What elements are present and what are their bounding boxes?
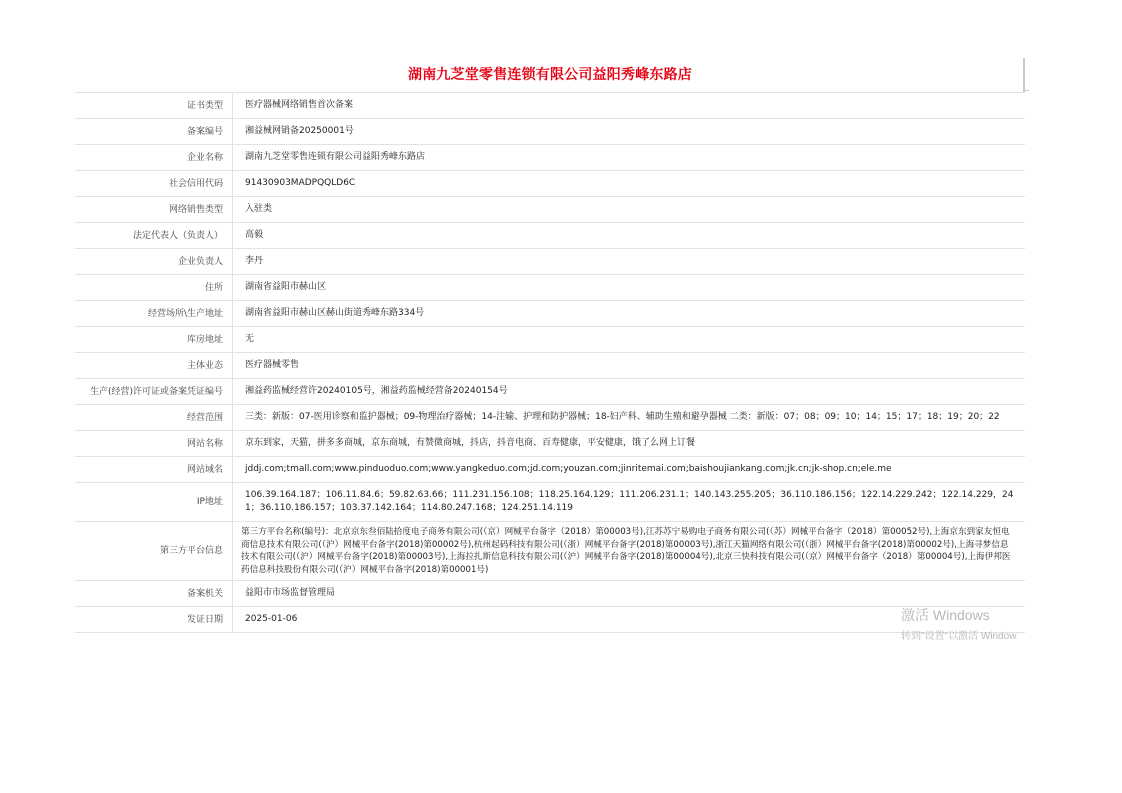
row-value: 湖南省益阳市赫山区 [245,282,327,292]
row-label: 网络销售类型 [75,197,233,222]
table-row [75,119,1025,145]
table-row [75,223,1025,249]
table-row [75,522,1025,581]
table-row [75,275,1025,301]
row-label: 生产(经营)许可证或备案凭证编号 [75,379,233,404]
row-value: 医疗器械网络销售首次备案 [245,100,354,110]
row-label: 第三方平台信息 [75,522,233,580]
row-label: 社会信用代码 [75,171,233,196]
row-label: 网站名称 [75,431,233,456]
table-row [75,431,1025,457]
row-label: 企业名称 [75,145,233,170]
row-value: 2025-01-06 [245,614,298,625]
row-value: 三类：新版：07-医用诊察和监护器械；09-物理治疗器械；14-注输、护理和防护器械；18-妇产科、辅助生殖和避孕器械 二类：新版：07；08；09；10；14；15；17；18；19；20；22 [245,412,1000,422]
row-label: 住所 [75,275,233,300]
row-value: 入驻类 [245,204,273,214]
row-label: 经营范围 [75,405,233,430]
watermark-line-1: 激活 Windows [901,607,990,623]
row-label: 发证日期 [75,607,233,632]
row-value: 高毅 [245,230,264,240]
row-label: 备案机关 [75,581,233,606]
windows-activation-watermark [901,605,1016,642]
scrollbar-edge[interactable] [1023,58,1025,92]
table-row [75,301,1025,327]
row-label: 库房地址 [75,327,233,352]
row-value: 第三方平台名称(编号)：北京京东叁佰陆拾度电子商务有限公司(（京）网械平台备字（2018）第00003号),江苏苏宁易购电子商务有限公司(（苏）网械平台备字（2018）第00052号),上海京东到家友恒电商信息技术有限公司(（沪）网械平台备字(2018)第00002号),杭州起码科技有限公司(（浙）网械平台备字(2018)第00003号),浙江天猫网络有限公司(（浙）网械平台备字(2018)第00002号),上海寻梦信息技术有限公司(（沪）网械平台备字(2018)第00003号),上海拉扎斯信息科技有限公司(（沪）网械平台备字(2018)第00004号),北京三快科技有限公司(（京）网械平台备字（2018）第00004号),上海伊邦医药信息科技股份有限公司(（沪）网械平台备字(2018)第00001号) [241,527,1011,575]
row-value: 益阳市市场监督管理局 [245,588,336,599]
row-label: 证书类型 [75,93,233,118]
row-value: 医疗器械零售 [245,360,300,370]
table-row [75,353,1025,379]
table-row [75,405,1025,431]
table-row [75,327,1025,353]
row-label: 网站域名 [75,457,233,482]
watermark-line-2: 转到"设置"以激活 Window [901,631,1017,642]
row-value: 无 [245,334,255,344]
table-row [75,197,1025,223]
row-value: 91430903MADPQQLD6C [245,178,356,188]
row-value: 湖南省益阳市赫山区赫山街道秀峰东路334号 [245,308,425,318]
table-row [75,581,1025,607]
table-row [75,171,1025,197]
row-label: 主体业态 [75,353,233,378]
row-label: 法定代表人（负责人） [75,223,233,248]
page-title: 湖南九芝堂零售连锁有限公司益阳秀峰东路店 [408,67,692,83]
certificate-table [75,92,1025,633]
table-row [75,249,1025,275]
table-row [75,483,1025,522]
table-row [75,145,1025,171]
row-label: 企业负责人 [75,249,233,274]
table-row [75,457,1025,483]
table-row [75,607,1025,633]
row-label: IP地址 [75,483,233,521]
row-value: jddj.com;tmall.com;www.pinduoduo.com;www.yangkeduo.com;jd.com;youzan.com;jinritemai.com;baishoujiankang.com;jk.cn;jk-shop.cn;ele.me [245,464,892,474]
row-label: 备案编号 [75,119,233,144]
scrollbar-edge-cap [1023,90,1029,91]
row-label: 经营场所\生产地址 [75,301,233,326]
row-value: 京东到家，天猫，拼多多商城，京东商城，有赞微商城，抖店，抖音电商、百寿健康，平安健康，饿了么网上订餐 [245,438,696,448]
row-value: 106.39.164.187；106.11.84.6；59.82.63.66；111.231.156.108；118.25.164.129；111.206.231.1；140.143.255.205；36.110.186.156；122.14.229.242；122.14.229，241；36.110.186.157；103.37.142.164；114.80.247.168；124.251.14.119 [245,490,1014,513]
row-value: 湖南九芝堂零售连锁有限公司益阳秀峰东路店 [245,152,426,162]
row-value: 湘益药监械经营许20240105号，湘益药监械经营备20240154号 [245,386,508,396]
row-value: 李丹 [245,256,264,266]
row-value: 湘益械网销备20250001号 [245,126,354,136]
table-row [75,379,1025,405]
table-row [75,93,1025,119]
